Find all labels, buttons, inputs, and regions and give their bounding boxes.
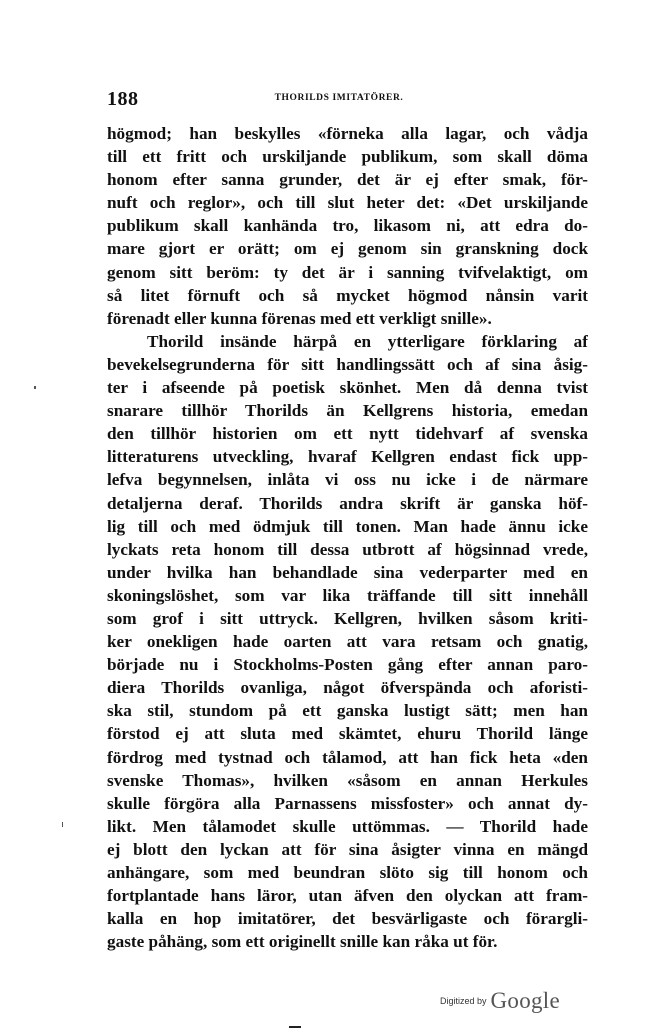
text-line: genom sitt beröm: ty det är i sanning tvifvelaktigt, om [107,262,588,282]
text-line: litteraturens utveckling, hvaraf Kellgren endast fick upp- [107,447,588,467]
text-line: kalla en hop imitatörer, det besvärligaste och förargli- [107,909,588,929]
running-head: THORILDS IMITATÖRER. [274,93,404,103]
digitized-by-label: Digitized by [439,996,487,1006]
text-line: som grof i sitt uttryck. Kellgren, hvilken såsom kriti- [107,608,588,628]
page-number: 188 [107,88,139,110]
margin-speck [34,386,36,389]
digitization-credit [0,988,560,1014]
text-line: skulle förgöra alla Parnassens missfoster» och annat dy- [107,793,588,813]
body-text [107,122,588,953]
text-line: lefva begynnelsen, inlåta vi oss nu icke i de närmare [107,470,588,490]
text-line: likt. Men tålamodet skulle uttömmas. — Thorild hade [107,816,588,836]
text-line: anhängare, som med beundran slöto sig till honom och [107,863,588,882]
text-line: förstod ej att sluta med skämtet, ehuru Thorild länge [107,724,588,744]
text-line: publikum skall kanhända tro, likasom ni, att edra do- [107,216,588,236]
text-line: snarare tillhör Thorilds än Kellgrens historia, emedan [107,401,588,421]
google-logo: Google [490,988,560,1013]
text-line: så litet förnuft och så mycket högmod nånsin varit [107,285,588,305]
text-line: lyckats reta honom till dessa utbrott af högsinnad vrede, [107,539,588,559]
text-line: under hvilka han behandlade sina vederparter med en [107,562,588,582]
text-line: bevekelsegrunderna för sitt handlingssätt och af sina åsig- [107,354,588,374]
text-line: ska stil, stundom på ett ganska lustigt sätt; men han [107,701,588,721]
text-line: lig till och med ödmjuk till tonen. Man hade ännu icke [107,516,588,536]
text-line: till ett fritt och urskiljande publikum, som skall döma [107,147,588,167]
text-line: Thorild insände härpå en ytterligare förklaring af [147,331,588,351]
text-line: skoningslöshet, som var lika träffande till sitt innehåll [107,585,588,605]
text-line: diera Thorilds ovanliga, något öfverspända och aforisti- [107,678,588,698]
text-line: ter i afseende på poetisk skönhet. Men då denna tvist [107,378,588,398]
text-line: högmod; han beskylles «förneka alla lagar, och vådja [107,124,588,143]
margin-speck [62,822,63,827]
text-line: ej blott den lyckan att för sina åsigter vinna en mängd [107,839,588,859]
text-line: mare gjort er orätt; om ej genom sin granskning dock [107,239,588,259]
text-line: fortplantade hans läror, utan äfven den olyckan att fram- [107,886,588,906]
text-line: började nu i Stockholms-Posten gång efter annan paro- [107,655,588,675]
text-line: svenske Thomas», hvilken «såsom en annan Herkules [107,770,588,790]
text-line: förenadt eller kunna förenas med ett verkligt snille». [107,308,492,328]
text-line: den tillhör historien om ett nytt tidehvarf af svenska [107,424,588,444]
text-line: honom efter sanna grunder, det är ej efter smak, för- [107,170,588,190]
bottom-mark [289,1026,301,1028]
text-line: detaljerna deraf. Thorilds andra skrift är ganska höf- [107,493,588,513]
text-line: gaste påhäng, som ett originellt snille kan råka ut för. [107,932,498,952]
text-line: nuft och reglor», och till slut heter det: «Det urskiljande [107,193,588,213]
text-line: fördrog med tystnad och tålamod, att han fick heta «den [107,747,588,767]
text-line: ker onekligen hade oarten att vara retsam och gnatig, [107,632,588,652]
